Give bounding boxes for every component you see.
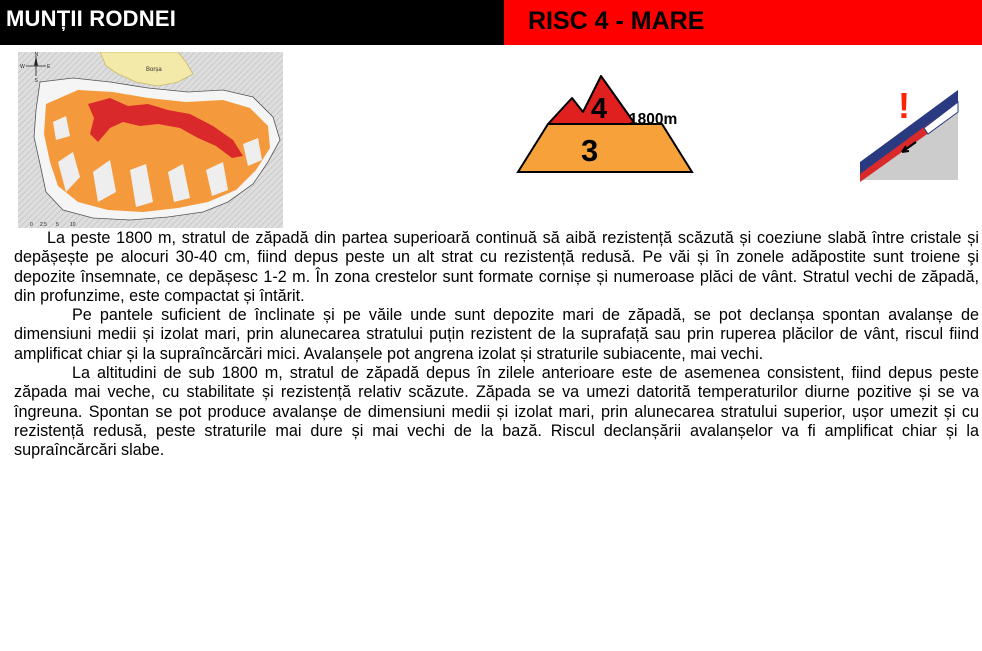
compass-s: S: [34, 78, 38, 84]
scale-label-3: 10: [70, 222, 76, 228]
risk-title: RISC 4 - MARE: [528, 7, 705, 35]
scale-label-2: 5: [56, 222, 59, 228]
region-header: [0, 0, 504, 45]
risk-pyramid: [515, 72, 695, 174]
paragraph-below-1800: La altitudini de sub 1800 m, stratul de zăpadă depus în zilele anterioare este de asemenea consistent, fiind depus peste zăpada mai veche, cu stabilitate și rezistență relativ scăzute. Zăpada se va umezi datorită temperaturilor diurne pozitive și se va îngreuna. Spontan se pot produce avalanșe de dimensiuni medii și izolat mari, prin alunecarea stratului superior, ușor umezit și cu rezistență redusă, peste straturile mai dure și mai vechi de la bază. Riscul declanșării avalanșelor va fi amplificat chiar și la supraîncărcări slabe.: [14, 364, 979, 460]
compass-n: N: [34, 52, 39, 58]
scale-label-0: 0: [30, 222, 33, 228]
upper-level-number: 4: [591, 93, 608, 125]
pyramid-lower-level: [518, 124, 692, 172]
compass-w: W: [20, 64, 25, 70]
warning-mark: !: [898, 85, 910, 126]
region-title: MUNȚII RODNEI: [6, 6, 177, 31]
bulletin-text: [14, 229, 979, 461]
altitude-label: 1800m: [629, 111, 678, 128]
avalanche-slope-icon: [858, 84, 960, 182]
town-label: Borșa: [146, 67, 162, 73]
paragraph-avalanche-trigger: Pe pantele suficient de înclinate și pe văile unde sunt depozite mari de zăpadă, se pot declanșa spontan avalanșe de dimensiuni medii și izolat mari, prin alunecarea stratului puțin rezistent de la suprafață sau prin ruperea plăcilor de vânt, riscul fiind amplificat chiar și la supraîncărcări mici. Avalanșele pot angrena izolat și straturile subiacente, mai vechi.: [14, 306, 979, 363]
risk-map: [18, 52, 283, 228]
risk-header: [504, 0, 982, 45]
compass-e: E: [47, 64, 51, 70]
paragraph-above-1800: La peste 1800 m, stratul de zăpadă din partea superioară continuă să aibă rezistență scăzută și coeziune slabă între cristale și depășește pe alocuri 30-40 cm, fiind depus peste un alt strat cu rezistență redusă. Pe văi și în zonele adăpostite sunt troiene şi depozite însemnate, ce depășesc 1-2 m. În zona crestelor sunt formate cornișe și numeroase plăci de vânt. Stratul vechi de zăpadă, din profunzime, este compactat și întărit.: [14, 229, 979, 305]
scale-label-1: 2.5: [40, 222, 47, 228]
lower-level-number: 3: [581, 133, 599, 168]
